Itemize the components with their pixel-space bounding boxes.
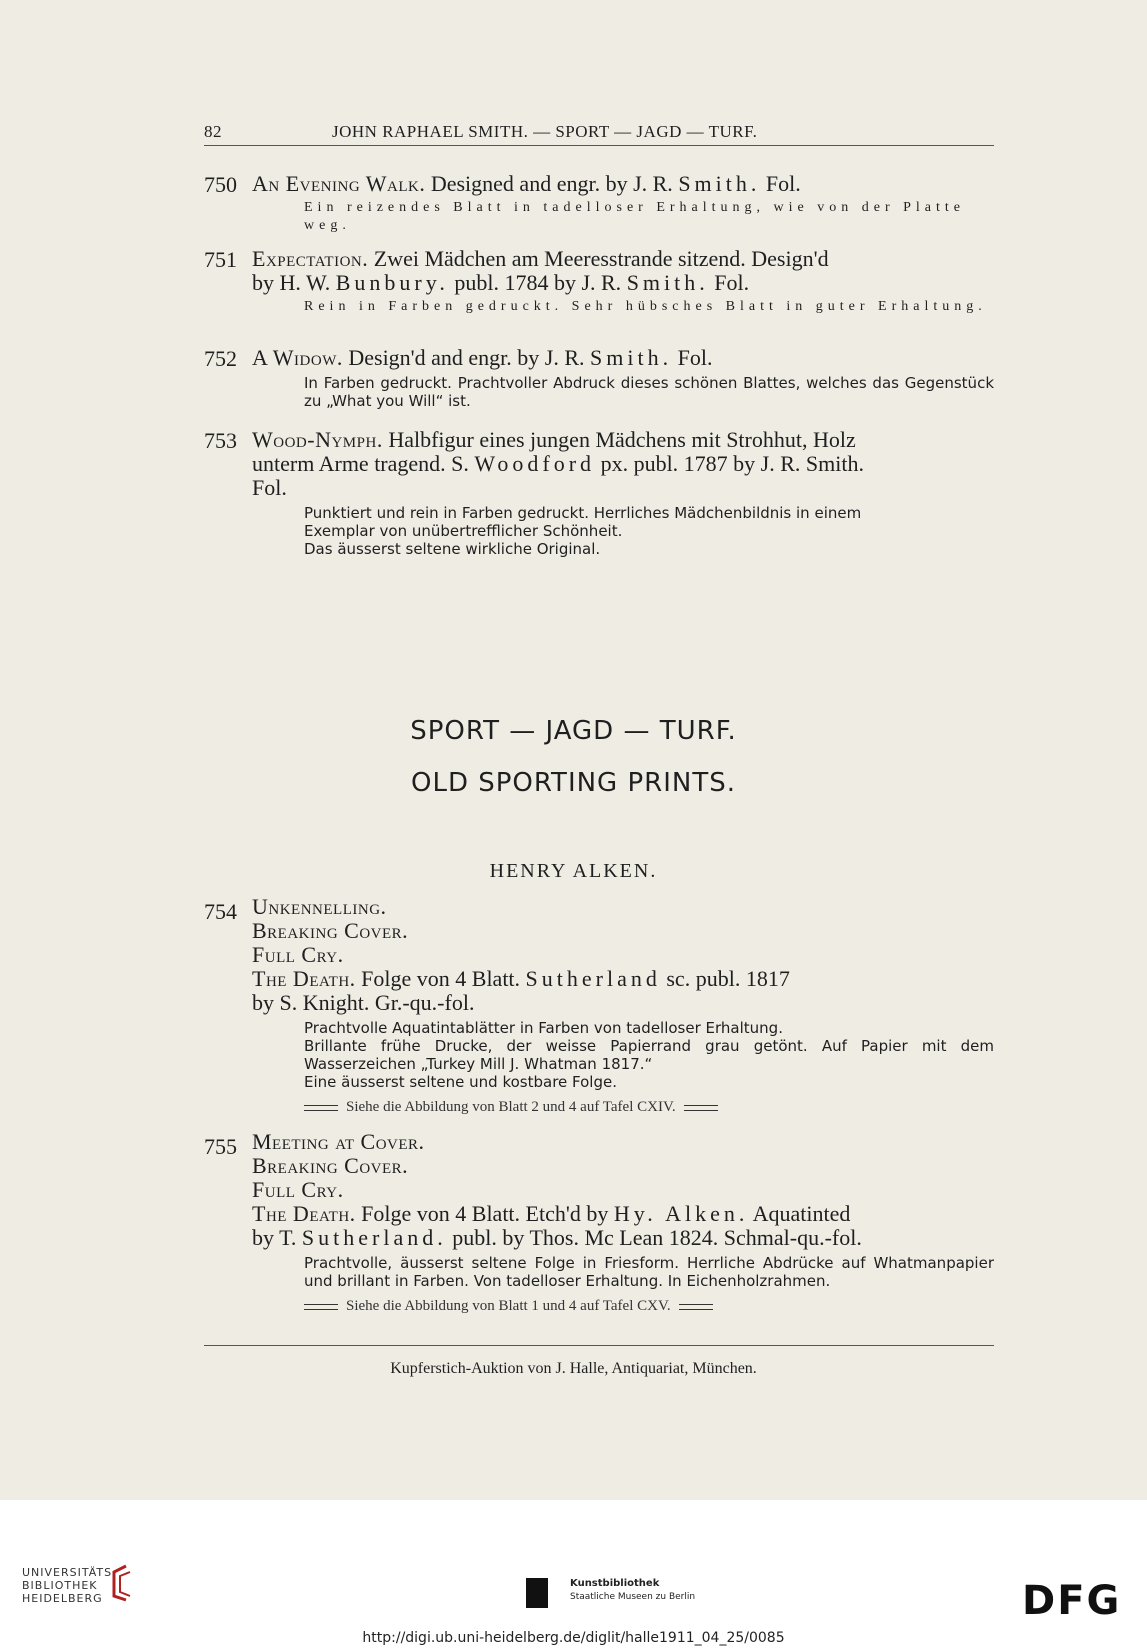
section-title: SPORT — JAGD — TURF. xyxy=(410,716,737,746)
entry-text: Aquatinted xyxy=(752,1201,851,1226)
ub-heidelberg-logo[interactable]: UNIVERSITÄTS- BIBLIOTHEK HEIDELBERG xyxy=(22,1566,118,1605)
plate-reference-text: Siehe die Abbildung von Blatt 1 und 4 auf Tafel CXV. xyxy=(346,1298,671,1314)
note-line: Prachtvolle Aquatintablätter in Farben von tadelloser Erhaltung. xyxy=(304,1019,783,1037)
entry-title: A Widow. xyxy=(252,345,343,370)
entry-artist: Smith. xyxy=(590,345,673,370)
entry-number: 754 xyxy=(204,899,237,924)
entry-note: Ein reizendes Blatt in tadelloser Erhaltung, wie von der Platte weg. xyxy=(304,200,966,233)
catalog-entry-751 xyxy=(204,247,994,316)
entry-artist: Woodford xyxy=(474,451,596,476)
entry-format: Fol. xyxy=(765,171,801,196)
entry-format: Fol. xyxy=(714,270,750,295)
entry-number: 750 xyxy=(204,172,237,197)
note-line: Prachtvolle, äusserst seltene Folge in Friesform. Herrliche Abdrücke auf Whatmanpapier und brillant in Farben. Von tadelloser Erhaltung. In Eichenholzrahmen. xyxy=(304,1254,994,1290)
entry-number: 752 xyxy=(204,346,237,371)
entry-text: publ. 1784 by J. R. xyxy=(454,270,622,295)
entry-title: Unkennelling. xyxy=(252,894,387,919)
entry-text: Zwei Mädchen am Meeresstrande sitzend. Design'd xyxy=(373,246,829,271)
entry-title: Wood-Nymph. xyxy=(252,427,383,452)
entry-title: Expectation. xyxy=(252,246,369,271)
plate-reference-text: Siehe die Abbildung von Blatt 2 und 4 auf Tafel CXIV. xyxy=(346,1099,676,1115)
header-rule xyxy=(204,145,994,146)
catalog-entry-754 xyxy=(204,895,994,1116)
entry-text: Folge von 4 Blatt. xyxy=(361,966,521,991)
entry-title: Breaking Cover. xyxy=(252,1153,409,1178)
plate-reference xyxy=(304,1298,994,1315)
entry-text: by H. W. xyxy=(252,270,331,295)
entry-artist: Bunbury. xyxy=(335,270,449,295)
running-title: JOHN RAPHAEL SMITH. — SPORT — JAGD — TURF. xyxy=(332,122,758,141)
entry-artist: Sutherland xyxy=(525,966,661,991)
entry-title: Full Cry. xyxy=(252,942,344,967)
catalog-entry-752 xyxy=(204,346,994,410)
catalog-entry-755 xyxy=(204,1130,994,1315)
kunstbibliothek-icon xyxy=(526,1578,548,1608)
catalog-entry-750 xyxy=(204,172,994,235)
entry-title: Meeting at Cover. xyxy=(252,1129,425,1154)
entry-note xyxy=(304,1254,994,1290)
entry-number: 751 xyxy=(204,247,237,272)
double-rule-right xyxy=(679,1304,713,1310)
entry-artist: Smith. xyxy=(626,270,709,295)
entry-artist: Hy. Alken. xyxy=(613,1201,749,1226)
note-line: Brillante frühe Drucke, der weisse Papierrand grau getönt. Auf Papier mit dem Wasserzeichen „Turkey Mill J. Whatman 1817.“ xyxy=(304,1037,994,1073)
ub-emblem-icon xyxy=(108,1562,138,1602)
plate-reference xyxy=(304,1099,994,1116)
entry-text: Designed and engr. by J. R. xyxy=(430,171,673,196)
entry-text: unterm Arme tragend. S. xyxy=(252,451,469,476)
page-number: 82 xyxy=(204,122,222,141)
entry-note: In Farben gedruckt. Prachtvoller Abdruck dieses schönen Blattes, welches das Gegenstück zu „What you Will“ ist. xyxy=(304,374,994,410)
entry-note: Rein in Farben gedruckt. Sehr hübsches Blatt in guter Erhaltung. xyxy=(304,299,987,314)
entry-text: by T. xyxy=(252,1225,297,1250)
digitization-bar xyxy=(0,1500,1147,1650)
note-line: Das äusserst seltene wirkliche Original. xyxy=(304,540,601,558)
entry-number: 753 xyxy=(204,428,237,453)
entry-format: Fol. xyxy=(677,345,713,370)
entry-number: 755 xyxy=(204,1134,237,1159)
entry-title: The Death. xyxy=(252,1201,356,1226)
note-line: Exemplar von unübertrefflicher Schönheit. xyxy=(304,522,623,540)
entry-artist: Smith. xyxy=(678,171,761,196)
entry-format: Fol. xyxy=(252,475,287,500)
section-subtitle: OLD SPORTING PRINTS. xyxy=(411,768,736,798)
entry-text: Design'd and engr. by J. R. xyxy=(348,345,585,370)
entry-title: The Death. xyxy=(252,966,356,991)
entry-text: publ. by Thos. Mc Lean 1824. Schmal-qu.-fol. xyxy=(452,1225,862,1250)
entry-text: by S. Knight. Gr.-qu.-fol. xyxy=(252,990,475,1015)
dfg-logo[interactable]: DFG xyxy=(1022,1578,1122,1624)
catalog-entry-753 xyxy=(204,428,994,558)
entry-text: sc. publ. 1817 xyxy=(666,966,790,991)
double-rule-right xyxy=(684,1105,718,1111)
entry-text: Folge von 4 Blatt. Etch'd by xyxy=(361,1201,609,1226)
entry-artist: Sutherland. xyxy=(301,1225,447,1250)
entry-text: Halbfigur eines jungen Mädchens mit Strohhut, Holz xyxy=(388,427,856,452)
double-rule-left xyxy=(304,1105,338,1111)
note-line: Eine äusserst seltene und kostbare Folge. xyxy=(304,1073,617,1091)
page-footer: Kupferstich-Auktion von J. Halle, Antiquariat, München. xyxy=(390,1360,757,1377)
entry-title: An Evening Walk. xyxy=(252,171,426,196)
double-rule-left xyxy=(304,1304,338,1310)
note-line: Punktiert und rein in Farben gedruckt. Herrliches Mädchenbildnis in einem xyxy=(304,504,862,522)
artist-heading: HENRY ALKEN. xyxy=(489,860,658,882)
entry-title: Breaking Cover. xyxy=(252,918,409,943)
permalink-url[interactable]: http://digi.ub.uni-heidelberg.de/diglit/halle1911_04_25/0085 xyxy=(362,1630,785,1646)
entry-title: Full Cry. xyxy=(252,1177,344,1202)
footer-rule xyxy=(204,1345,994,1346)
entry-text: px. publ. 1787 by J. R. Smith. xyxy=(600,451,864,476)
entry-note xyxy=(304,1019,994,1091)
entry-note xyxy=(304,504,994,558)
